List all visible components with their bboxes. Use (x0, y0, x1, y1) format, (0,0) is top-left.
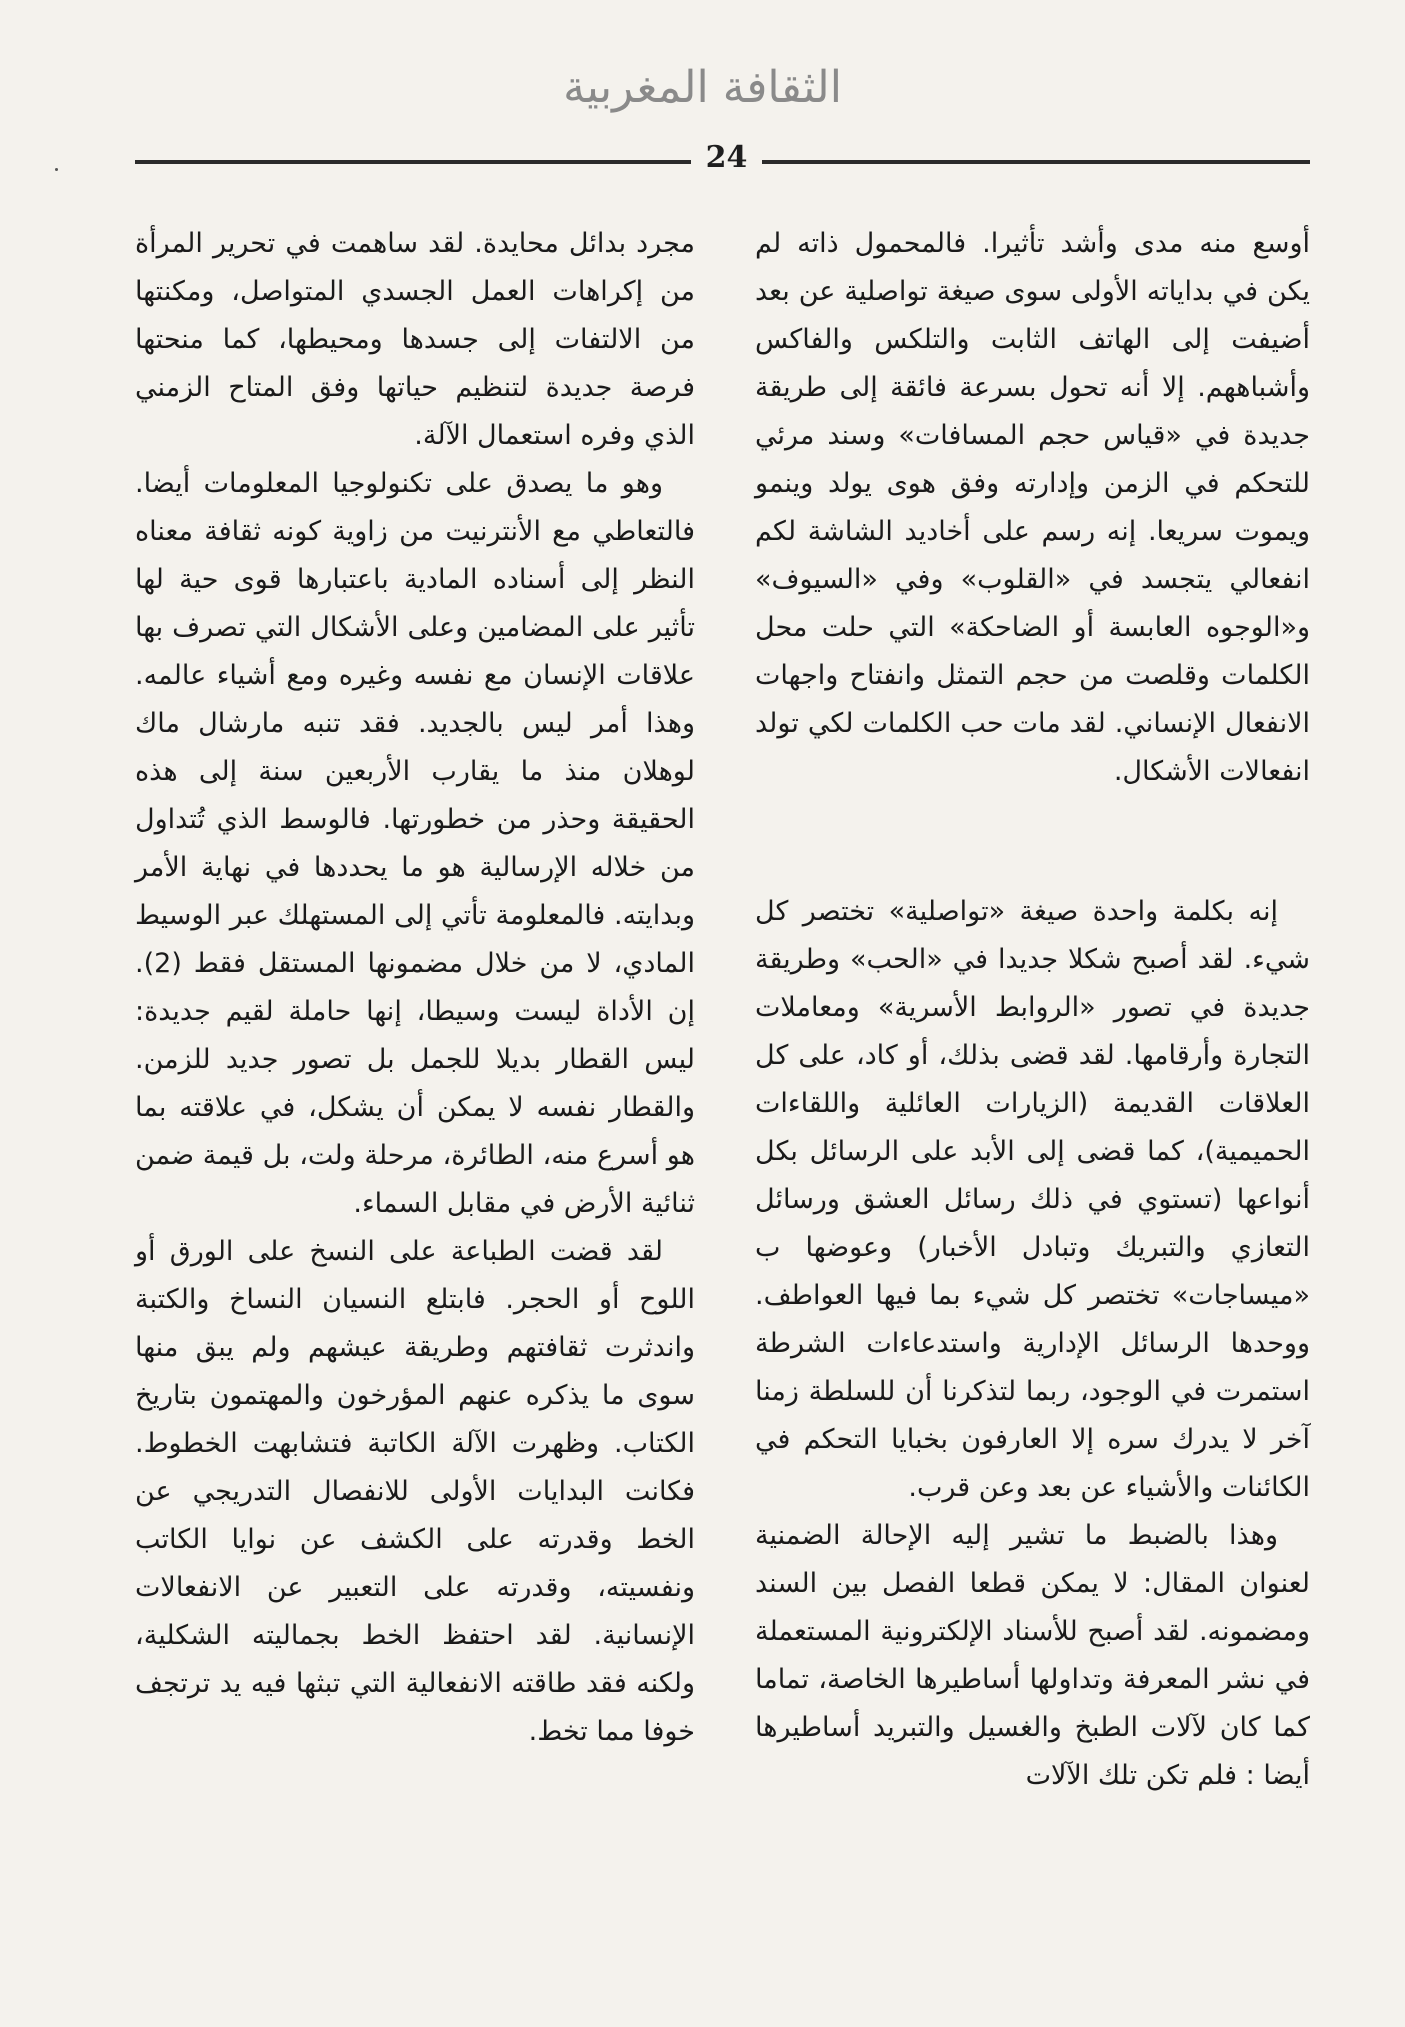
paragraph: مجرد بدائل محايدة. لقد ساهمت في تحرير المرأة من إكراهات العمل الجسدي المتواصل، ومكنتها من الالتفات إلى جسدها ومحيطها، كما منحتها فرصة جديدة لتنظيم حياتها وفق المتاح الزمني الذي وفره استعمال الآلة. (135, 228, 695, 451)
left-column (135, 220, 695, 1756)
journal-title: الثقافة المغربية (563, 62, 842, 113)
paragraph: لقد قضت الطباعة على النسخ على الورق أو اللوح أو الحجر. فابتلع النسيان النساخ والكتبة واندثرت ثقافتهم وطريقة عيشهم ولم يبق منها سوى ما يذكره عنهم المؤرخون والمهتمون بتاريخ الكتاب. وظهرت الآلة الكاتبة فتشابهت الخطوط. فكانت البدايات الأولى للانفصال التدريجي عن الخط وقدرته على الكشف عن نوايا الكاتب ونفسيته، وقدرته على التعبير عن الانفعالات الإنسانية. لقد احتفظ الخط بجماليته الشكلية، ولكنه فقد طاقته الانفعالية التي تبثها فيه يد ترتجف خوفا مما تخط. (135, 1236, 695, 1747)
paragraph-gap (755, 796, 1310, 888)
margin-dot (55, 168, 58, 171)
paragraph: وهو ما يصدق على تكنولوجيا المعلومات أيضا. فالتعاطي مع الأنترنيت من زاوية كونه ثقافة معناه النظر إلى أسناده المادية باعتبارها قوى حية لها تأثير على المضامين وعلى الأشكال التي تصرف بها علاقات الإنسان مع نفسه وغيره ومع أشياء عالمه. وهذا أمر ليس بالجديد. فقد تنبه مارشال ماك لوهلان منذ ما يقارب الأربعين سنة إلى هذه الحقيقة وحذر من خطورتها. فالوسط الذي تُتداول من خلاله الإرسالية هو ما يحددها في نهاية الأمر وبدايته. فالمعلومة تأتي إلى المستهلك عبر الوسيط المادي، لا من خلال مضمونها المستقل فقط (2). إن الأداة ليست وسيطا، إنها حاملة لقيم جديدة: ليس القطار بديلا للجمل بل تصور جديد للزمن. والقطار نفسه لا يمكن أن يشكل، في علاقته بما هو أسرع منه، الطائرة، مرحلة ولت، بل قيمة ضمن ثنائية الأرض في مقابل السماء. (135, 468, 695, 1219)
header-rule-right (762, 160, 1310, 164)
right-column (755, 220, 1310, 1800)
paragraph: وهذا بالضبط ما تشير إليه الإحالة الضمنية لعنوان المقال: لا يمكن قطعا الفصل بين السند ومضمونه. لقد أصبح للأسناد الإلكترونية المستعملة في نشر المعرفة وتداولها أساطيرها الخاصة، تماما كما كان لآلات الطبخ والغسيل والتبريد أساطيرها أيضا : فلم تكن تلك الآلات (755, 1520, 1310, 1791)
paragraph: أوسع منه مدى وأشد تأثيرا. فالمحمول ذاته لم يكن في بداياته الأولى سوى صيغة تواصلية عن بعد أضيفت إلى الهاتف الثابت والتلكس والفاكس وأشباههم. إلا أنه تحول بسرعة فائقة إلى طريقة جديدة في «قياس حجم المسافات» وسند مرئي للتحكم في الزمن وإدارته وفق هوى يولد وينمو ويموت سريعا. إنه رسم على أخاديد الشاشة لكم انفعالي يتجسد في «القلوب» وفي «السيوف» و«الوجوه العابسة أو الضاحكة» التي حلت محل الكلمات وقلصت من حجم التمثل وانفتاح واجهات الانفعال الإنساني. لقد مات حب الكلمات لكي تولد انفعالات الأشكال. (755, 228, 1310, 787)
header-rule-left (135, 160, 691, 164)
paragraph: إنه بكلمة واحدة صيغة «تواصلية» تختصر كل شيء. لقد أصبح شكلا جديدا في «الحب» وطريقة جديدة في تصور «الروابط الأسرية» ومعاملات التجارة وأرقامها. لقد قضى بذلك، أو كاد، على كل العلاقات القديمة (الزيارات العائلية واللقاءات الحميمية)، كما قضى إلى الأبد على الرسائل بكل أنواعها (تستوي في ذلك رسائل العشق ورسائل التعازي والتبريك وتبادل الأخبار) وعوضها ب «ميساجات» تختصر كل شيء بما فيها العواطف. ووحدها الرسائل الإدارية واستدعاءات الشرطة استمرت في الوجود، ربما لتذكرنا أن للسلطة زمنا آخر لا يدرك سره إلا العارفون بخبايا التحكم في الكائنات والأشياء عن بعد وعن قرب. (755, 896, 1310, 1503)
page-number: 24 (705, 140, 748, 175)
